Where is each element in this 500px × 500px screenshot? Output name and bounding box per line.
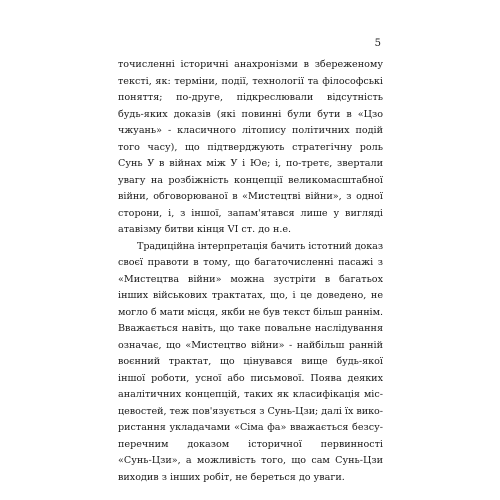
text-line: виходив з інших робіт, не береться до уваги. bbox=[118, 471, 345, 483]
text-line: означає, що «Мистецтво війни» - найбільш ранній bbox=[118, 339, 383, 351]
text-line: «Мистецтва війни» можна зустріти в багатьох bbox=[118, 273, 383, 285]
text-line: своєї правоти в тому, що багаточисленні пасажі з bbox=[118, 257, 383, 268]
body-text bbox=[118, 57, 383, 486]
text-line: Вважається навіть, що таке повальне наслідування bbox=[118, 323, 383, 334]
text-line: аналітичних концепцій, таких як класифікація міс- bbox=[118, 389, 383, 400]
text-line: того часу), що підтверджують стратегічну роль bbox=[118, 141, 383, 153]
text-line: точисленні історичні анахронізми в збереженому bbox=[118, 59, 383, 70]
text-line: «Сунь-Цзи», а можливість того, що сам Сунь-Цзи bbox=[118, 455, 383, 466]
text-line: чжуань» - класичного літопису політичних подій bbox=[118, 125, 383, 136]
text-line: ристання укладачами «Сіма фа» вважається безсу- bbox=[118, 422, 383, 433]
text-line: будь-яких доказів (які повинні були бути в «Цзо bbox=[118, 108, 383, 120]
text-line: перечним доказом історичної первинності bbox=[118, 438, 383, 450]
text-line: воєнний трактат, що цінувався вище будь-якої bbox=[118, 356, 383, 367]
text-line: увагу на розбіжність концепції великомасштабної bbox=[118, 174, 383, 186]
text-line: Сунь У в війнах між У і Юе; і, по-третє, звертали bbox=[118, 158, 383, 169]
text-line: цевостей, теж пов'язується з Сунь-Цзи; далі їх вико- bbox=[118, 405, 383, 417]
page-number: 5 bbox=[374, 38, 381, 49]
text-line: війни, обговорюваної в «Мистецтві війни», з одної bbox=[118, 191, 383, 202]
text-line: атавізму битви кінця VI ст. до н.е. bbox=[118, 224, 292, 235]
text-line: поняття; по-друге, підкреслювали відсутність bbox=[118, 92, 383, 103]
text-line: сторони, і, з іншої, запам'ятався лише у вигляді bbox=[118, 207, 383, 219]
text-line: тексті, як: терміни, події, технології та філософські bbox=[118, 75, 383, 87]
text-line: інших військових трактатах, що, і це доведено, не bbox=[118, 290, 383, 301]
text-line: могло б мати місця, якби не був текст більш раннім. bbox=[118, 306, 383, 318]
text-line: іншої роботи, усної або письмової. Поява деяких bbox=[118, 372, 383, 384]
paragraph-first-line: Традиційна інтерпретація бачить істотний доказ bbox=[137, 240, 383, 252]
